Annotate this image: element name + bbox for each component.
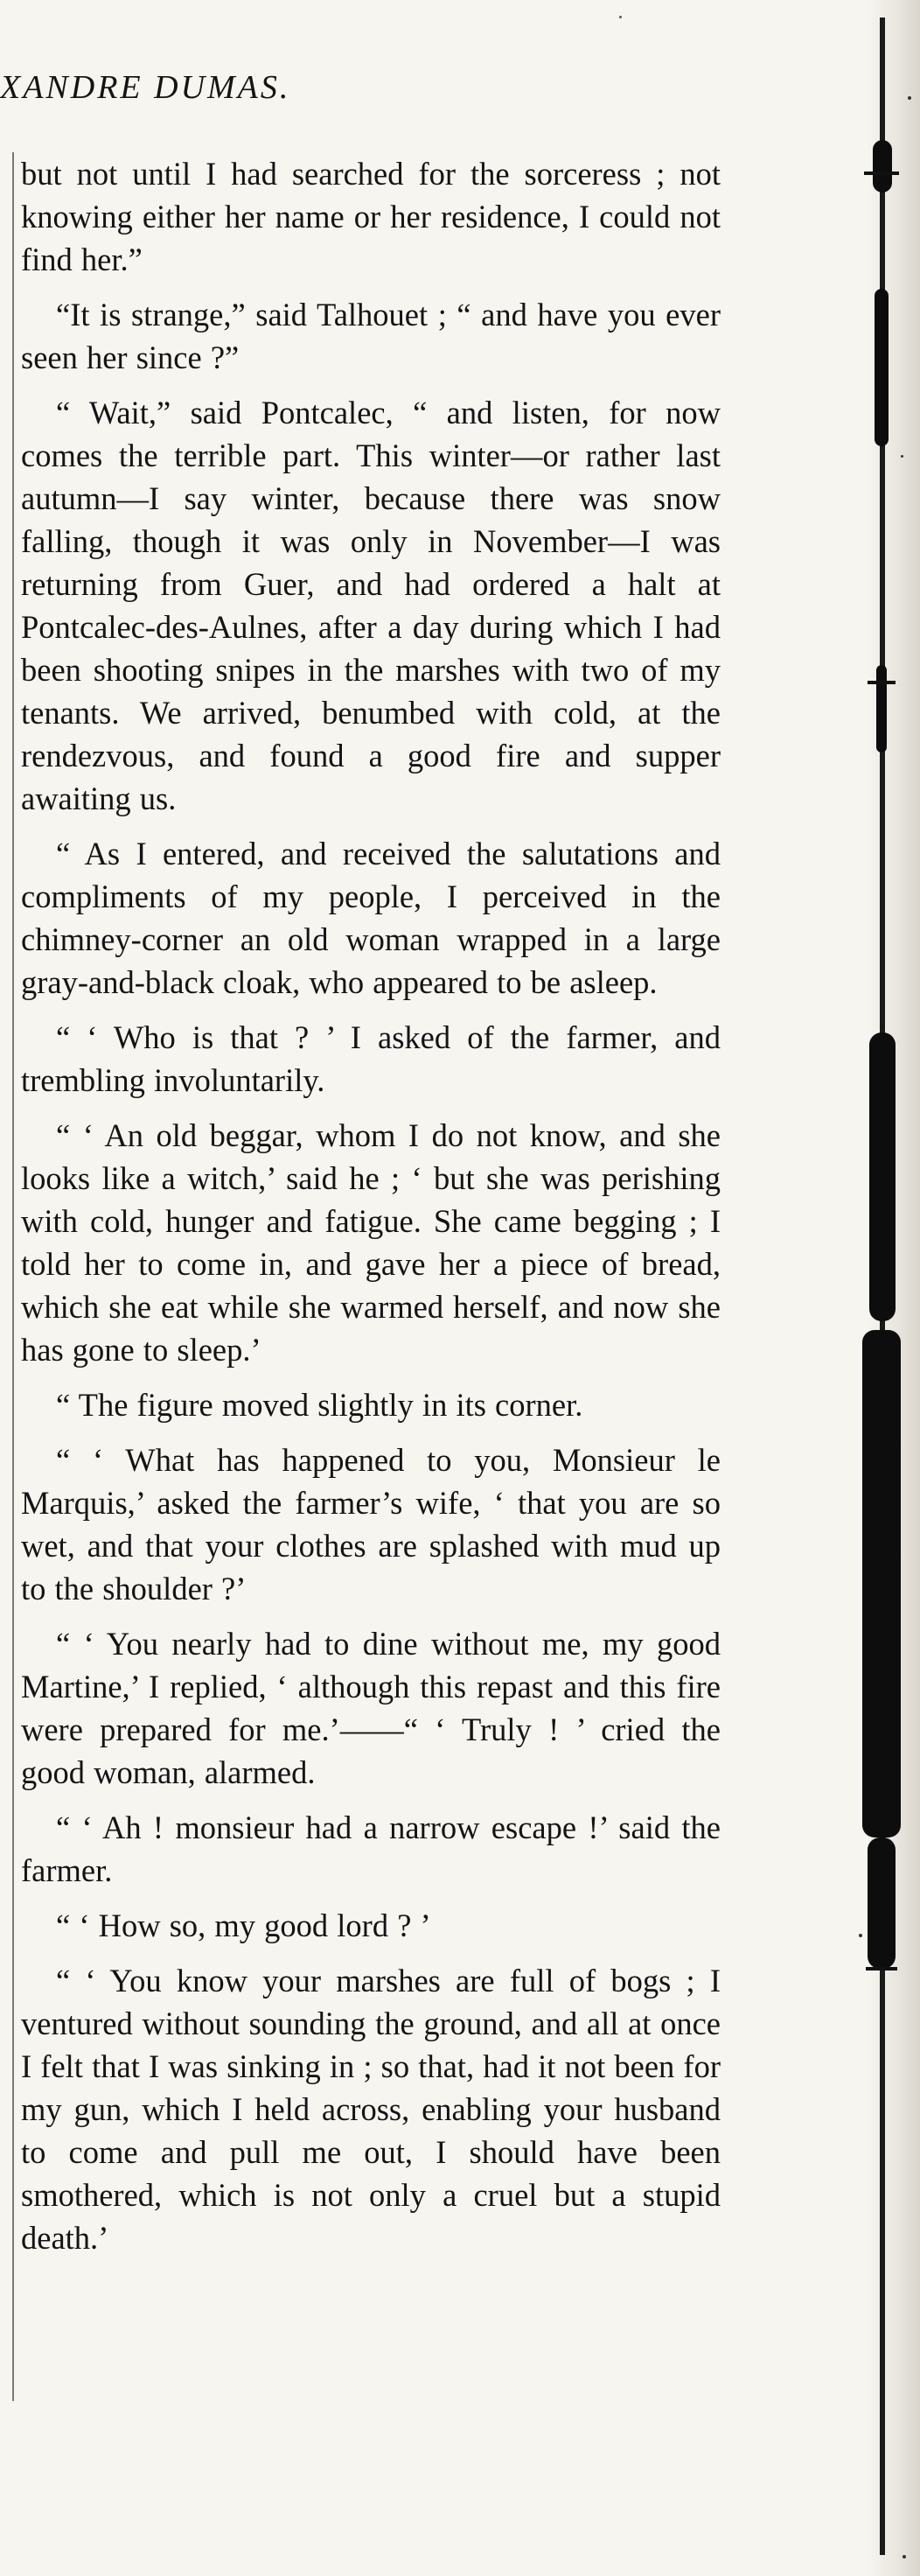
ink-blot — [862, 1330, 901, 1838]
paragraph: “ ‘ What has happened to you, Monsieur le Marquis,’ asked the farmer’s wife, ‘ that you are so wet, and that your clothes are splashed with mud up to the shoulder ?’ — [21, 1442, 721, 1606]
text-column — [21, 152, 721, 2272]
paragraph: “It is strange,” said Talhouet ; “ and have you ever seen her since ?” — [21, 297, 721, 375]
binding-gutter — [815, 0, 920, 2576]
paragraph: “ Wait,” said Pontcalec, “ and listen, for now comes the terrible part. This winter—or rather last autumn—I say winter, because there was snow falling, though it was only in November—I was returning from Guer, and had ordered a halt at Pontcalec-des-Aulnes, after a day during which I had been shooting snipes in the marshes with two of my tenants. We arrived, benumbed with cold, at the rendezvous, and found a good fire and supper awaiting us. — [21, 395, 721, 816]
ink-blot — [868, 1838, 896, 1969]
paragraph: “ ‘ Who is that ? ’ I asked of the farmer, and trembling involuntarily. — [21, 1019, 721, 1098]
ink-blot — [875, 289, 889, 446]
ink-tick — [866, 1967, 897, 1970]
print-speck — [901, 455, 903, 458]
print-speck — [859, 1934, 862, 1937]
print-speck — [903, 2555, 906, 2558]
paragraph: “ The figure moved slightly in its corner. — [56, 1387, 583, 1423]
ink-tick — [868, 681, 896, 684]
ink-blot — [869, 1032, 896, 1321]
paragraph: “ ‘ Ah ! monsieur had a narrow escape !’ said the farmer. — [21, 1810, 721, 1888]
print-speck — [908, 96, 911, 100]
ink-tick — [864, 172, 899, 175]
paragraph: “ ‘ How so, my good lord ? ’ — [56, 1908, 431, 1943]
paragraph: “ ‘ You know your marshes are full of bogs ; I ventured without sounding the ground, and all at once I felt that I was sinking in ; so that, had it not been for my gun, which I held across, enabling your husband to come and pull me out, I should have been smothered, which is not only a cruel but a stupid death.’ — [21, 1963, 721, 2256]
paragraph: but not until I had searched for the sorceress ; not knowing either her name or her residence, I could not find her.” — [21, 156, 721, 277]
paragraph: “ ‘ You nearly had to dine without me, my good Martine,’ I replied, ‘ although this repast and this fire were prepared for me.’——“ ‘ Truly ! ’ cried the good woman, alarmed. — [21, 1626, 721, 1790]
ink-blot — [873, 140, 892, 192]
margin-rule — [12, 152, 14, 2401]
running-header: XANDRE DUMAS. — [0, 69, 291, 106]
paragraph: “ ‘ An old beggar, whom I do not know, and she looks like a witch,’ said he ; ‘ but she was perishing with cold, hunger and fatigue. She came begging ; I told her to come in, and gave her a piece of bread, which she eat while she warmed herself, and now she has gone to sleep.’ — [21, 1117, 721, 1368]
print-speck — [619, 16, 622, 18]
paragraph: “ As I entered, and received the salutations and compliments of my people, I perceived in the chimney-corner an old woman wrapped in a large gray-and-black cloak, who appeared to be asleep. — [21, 836, 721, 1000]
ink-blot — [876, 665, 887, 752]
